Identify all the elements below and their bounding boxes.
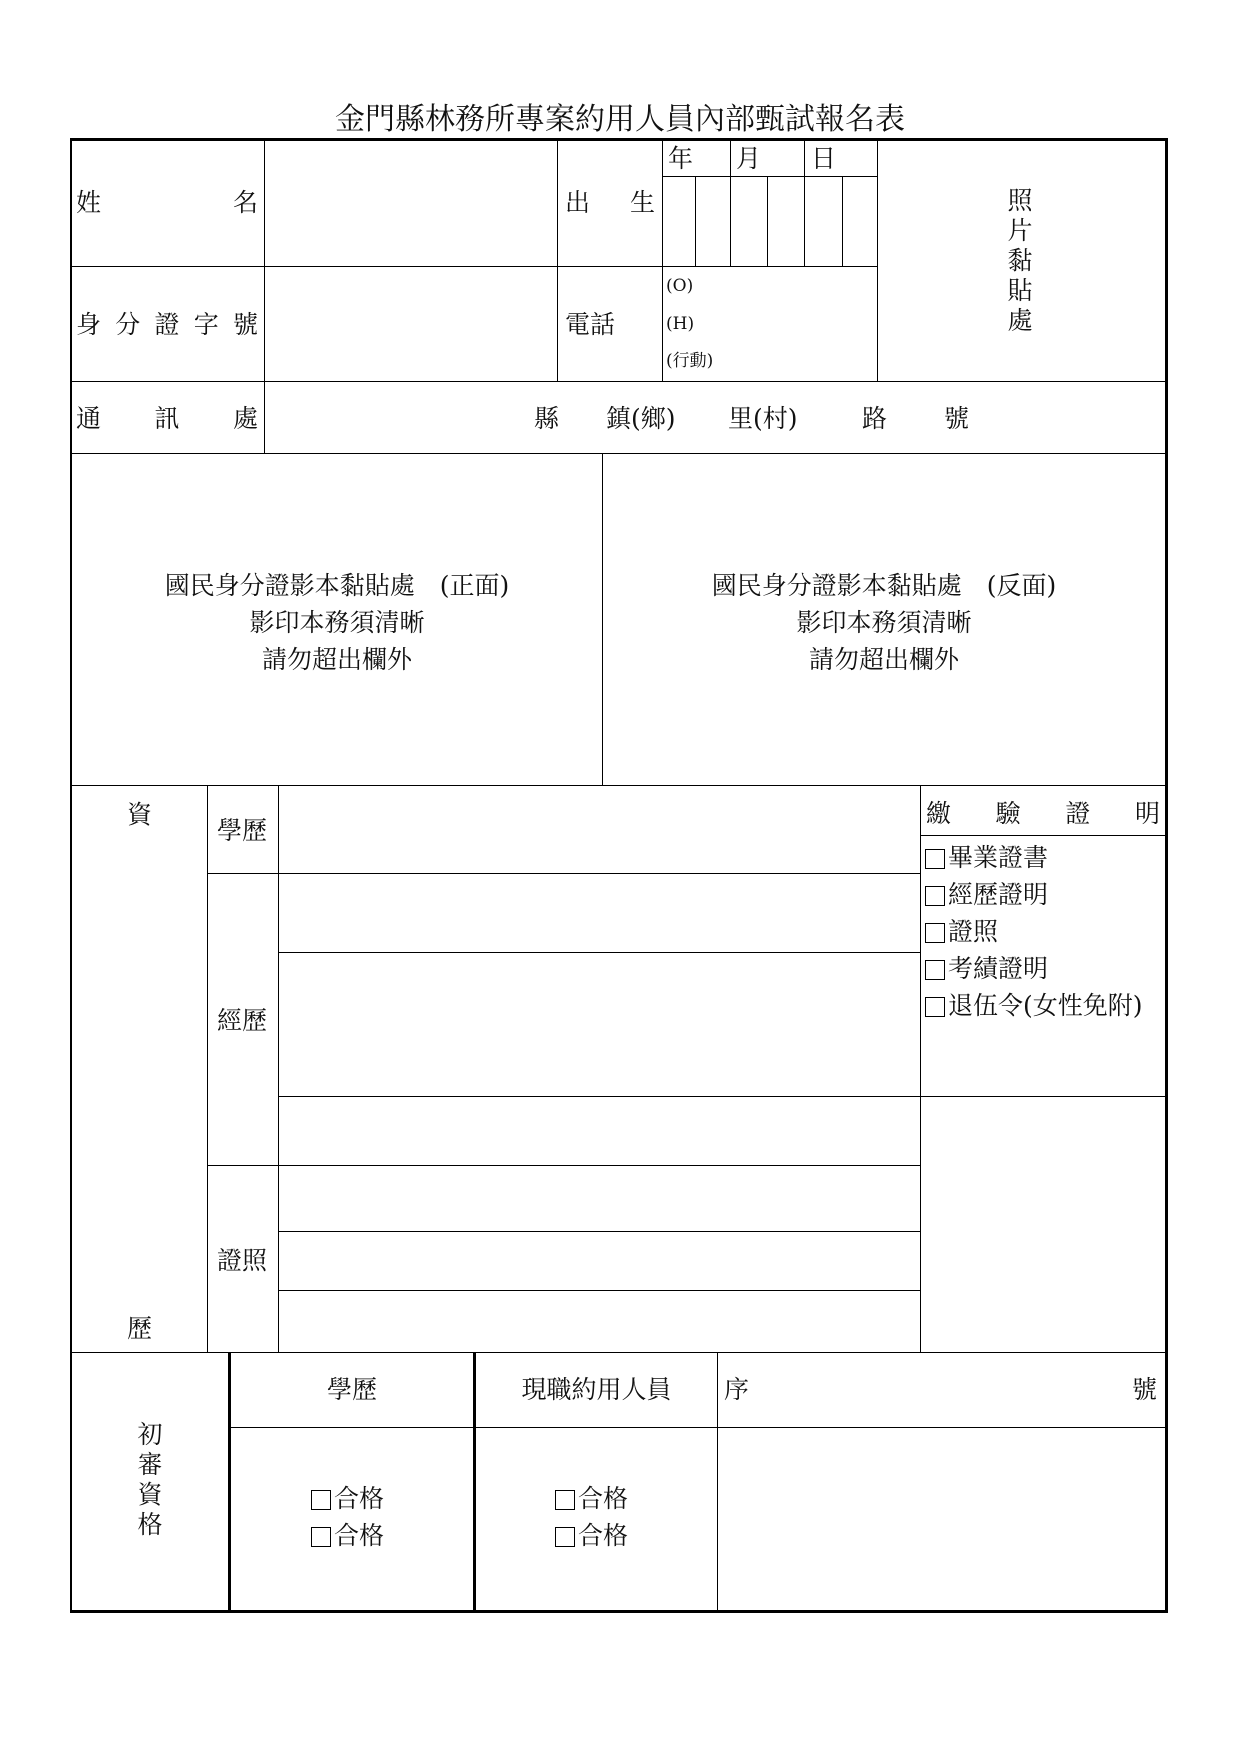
doc-item-diploma[interactable]: [925, 845, 1048, 870]
option-label: 合格: [334, 1484, 385, 1513]
photo-area[interactable]: [879, 141, 1164, 380]
row-divider: [70, 1352, 1167, 1353]
license-field-1[interactable]: [280, 1167, 919, 1230]
address-county: 縣: [534, 404, 560, 433]
education-label: 學歷: [217, 816, 268, 845]
education-field[interactable]: [280, 787, 919, 872]
row-divider: [70, 453, 1167, 454]
review-staff-pass[interactable]: [555, 1486, 628, 1511]
id-back-area[interactable]: [604, 567, 1164, 678]
id-back-line3: 請勿超出欄外: [808, 645, 959, 674]
license-field-2[interactable]: [280, 1233, 919, 1289]
experience-field-2[interactable]: [280, 954, 919, 1095]
doc-item-label: 經歷證明: [948, 880, 1049, 909]
review-staff-header: 現職約用人員: [521, 1375, 672, 1404]
id-number-field[interactable]: [266, 268, 556, 380]
phone-office-label: (O): [666, 276, 694, 296]
checkbox[interactable]: [555, 1527, 575, 1547]
review-education-fail[interactable]: [311, 1523, 384, 1548]
address-village: 里(村): [728, 404, 798, 433]
experience-label: 經歷: [217, 1006, 268, 1035]
table-right-border: [1165, 138, 1168, 1613]
license-field-3[interactable]: [280, 1292, 919, 1351]
id-front-line2: 影印本務須清晰: [249, 608, 425, 637]
table-left-border: [70, 138, 72, 1613]
id-front-line3: 請勿超出欄外: [261, 645, 412, 674]
qualification-top-label: 資: [127, 800, 153, 829]
experience-field-3[interactable]: [280, 1098, 919, 1164]
qual-col-divider: [207, 785, 208, 1352]
checkbox[interactable]: [925, 849, 945, 869]
doc-item-experience[interactable]: [925, 882, 1048, 907]
phone-home-label: (H): [666, 314, 695, 334]
doc-item-label: 考績證明: [948, 954, 1049, 983]
option-label: 合格: [334, 1521, 385, 1550]
doc-item-discharge[interactable]: [925, 993, 1143, 1018]
doc-item-license[interactable]: [925, 919, 998, 944]
doc-item-label: 退伍令(女性免附): [948, 991, 1143, 1020]
doc-item-label: 畢業證書: [948, 843, 1049, 872]
review-education-header: 學歷: [326, 1375, 377, 1404]
qualification-bottom-label: 歷: [127, 1314, 153, 1343]
doc-item-performance[interactable]: [925, 956, 1048, 981]
doc-item-label: 證照: [948, 917, 999, 946]
birth-label: 出 生: [565, 188, 655, 217]
id-front-line1: 國民身分證影本黏貼處 (正面): [164, 571, 510, 600]
checkbox[interactable]: [925, 960, 945, 980]
license-label: 證照: [217, 1246, 268, 1275]
id-number-label: 身 分 證 字 號: [76, 310, 258, 339]
checkbox[interactable]: [925, 923, 945, 943]
serial-suffix: 號: [1132, 1375, 1158, 1404]
id-back-line2: 影印本務須清晰: [796, 608, 972, 637]
checkbox[interactable]: [925, 997, 945, 1017]
review-education-pass[interactable]: [311, 1486, 384, 1511]
option-label: 合格: [578, 1521, 629, 1550]
checkbox[interactable]: [555, 1490, 575, 1510]
checkbox[interactable]: [925, 886, 945, 906]
name-label: 姓 名: [76, 188, 258, 217]
address-road: 路: [862, 404, 888, 433]
docs-header: 繳 驗 證 明: [926, 799, 1160, 828]
birth-month-label: 月: [736, 144, 762, 173]
serial-label: 序: [724, 1375, 750, 1404]
phone-label: 電話: [565, 310, 616, 339]
id-back-line1: 國民身分證影本黏貼處 (反面): [711, 571, 1057, 600]
birth-day-label: 日: [811, 144, 837, 173]
birth-date-field[interactable]: [664, 178, 876, 265]
review-staff-fail[interactable]: [555, 1523, 628, 1548]
phone-mobile-label: (行動): [666, 351, 714, 371]
birth-year-label: 年: [668, 144, 694, 173]
option-label: 合格: [578, 1484, 629, 1513]
qual-col-divider: [920, 785, 921, 1352]
id-front-area[interactable]: [72, 567, 602, 678]
table-bottom-border: [70, 1610, 1167, 1613]
row-divider: [70, 381, 1167, 382]
docs-header-divider: [920, 835, 1167, 836]
checkbox[interactable]: [311, 1490, 331, 1510]
address-number: 號: [944, 404, 970, 433]
address-town: 鎮(鄉): [606, 404, 676, 433]
review-label: 初 審 資 格: [137, 1420, 163, 1539]
name-field[interactable]: [266, 141, 556, 265]
experience-field-1[interactable]: [280, 875, 919, 951]
col-divider: [557, 138, 558, 381]
photo-label: 照 片 黏 貼 處: [1007, 186, 1033, 335]
checkbox[interactable]: [311, 1527, 331, 1547]
page-title: 金門縣林務所專案約用人員內部甄試報名表: [335, 102, 905, 137]
serial-number-field[interactable]: [719, 1429, 1165, 1610]
address-label: 通 訊 處: [76, 404, 258, 433]
